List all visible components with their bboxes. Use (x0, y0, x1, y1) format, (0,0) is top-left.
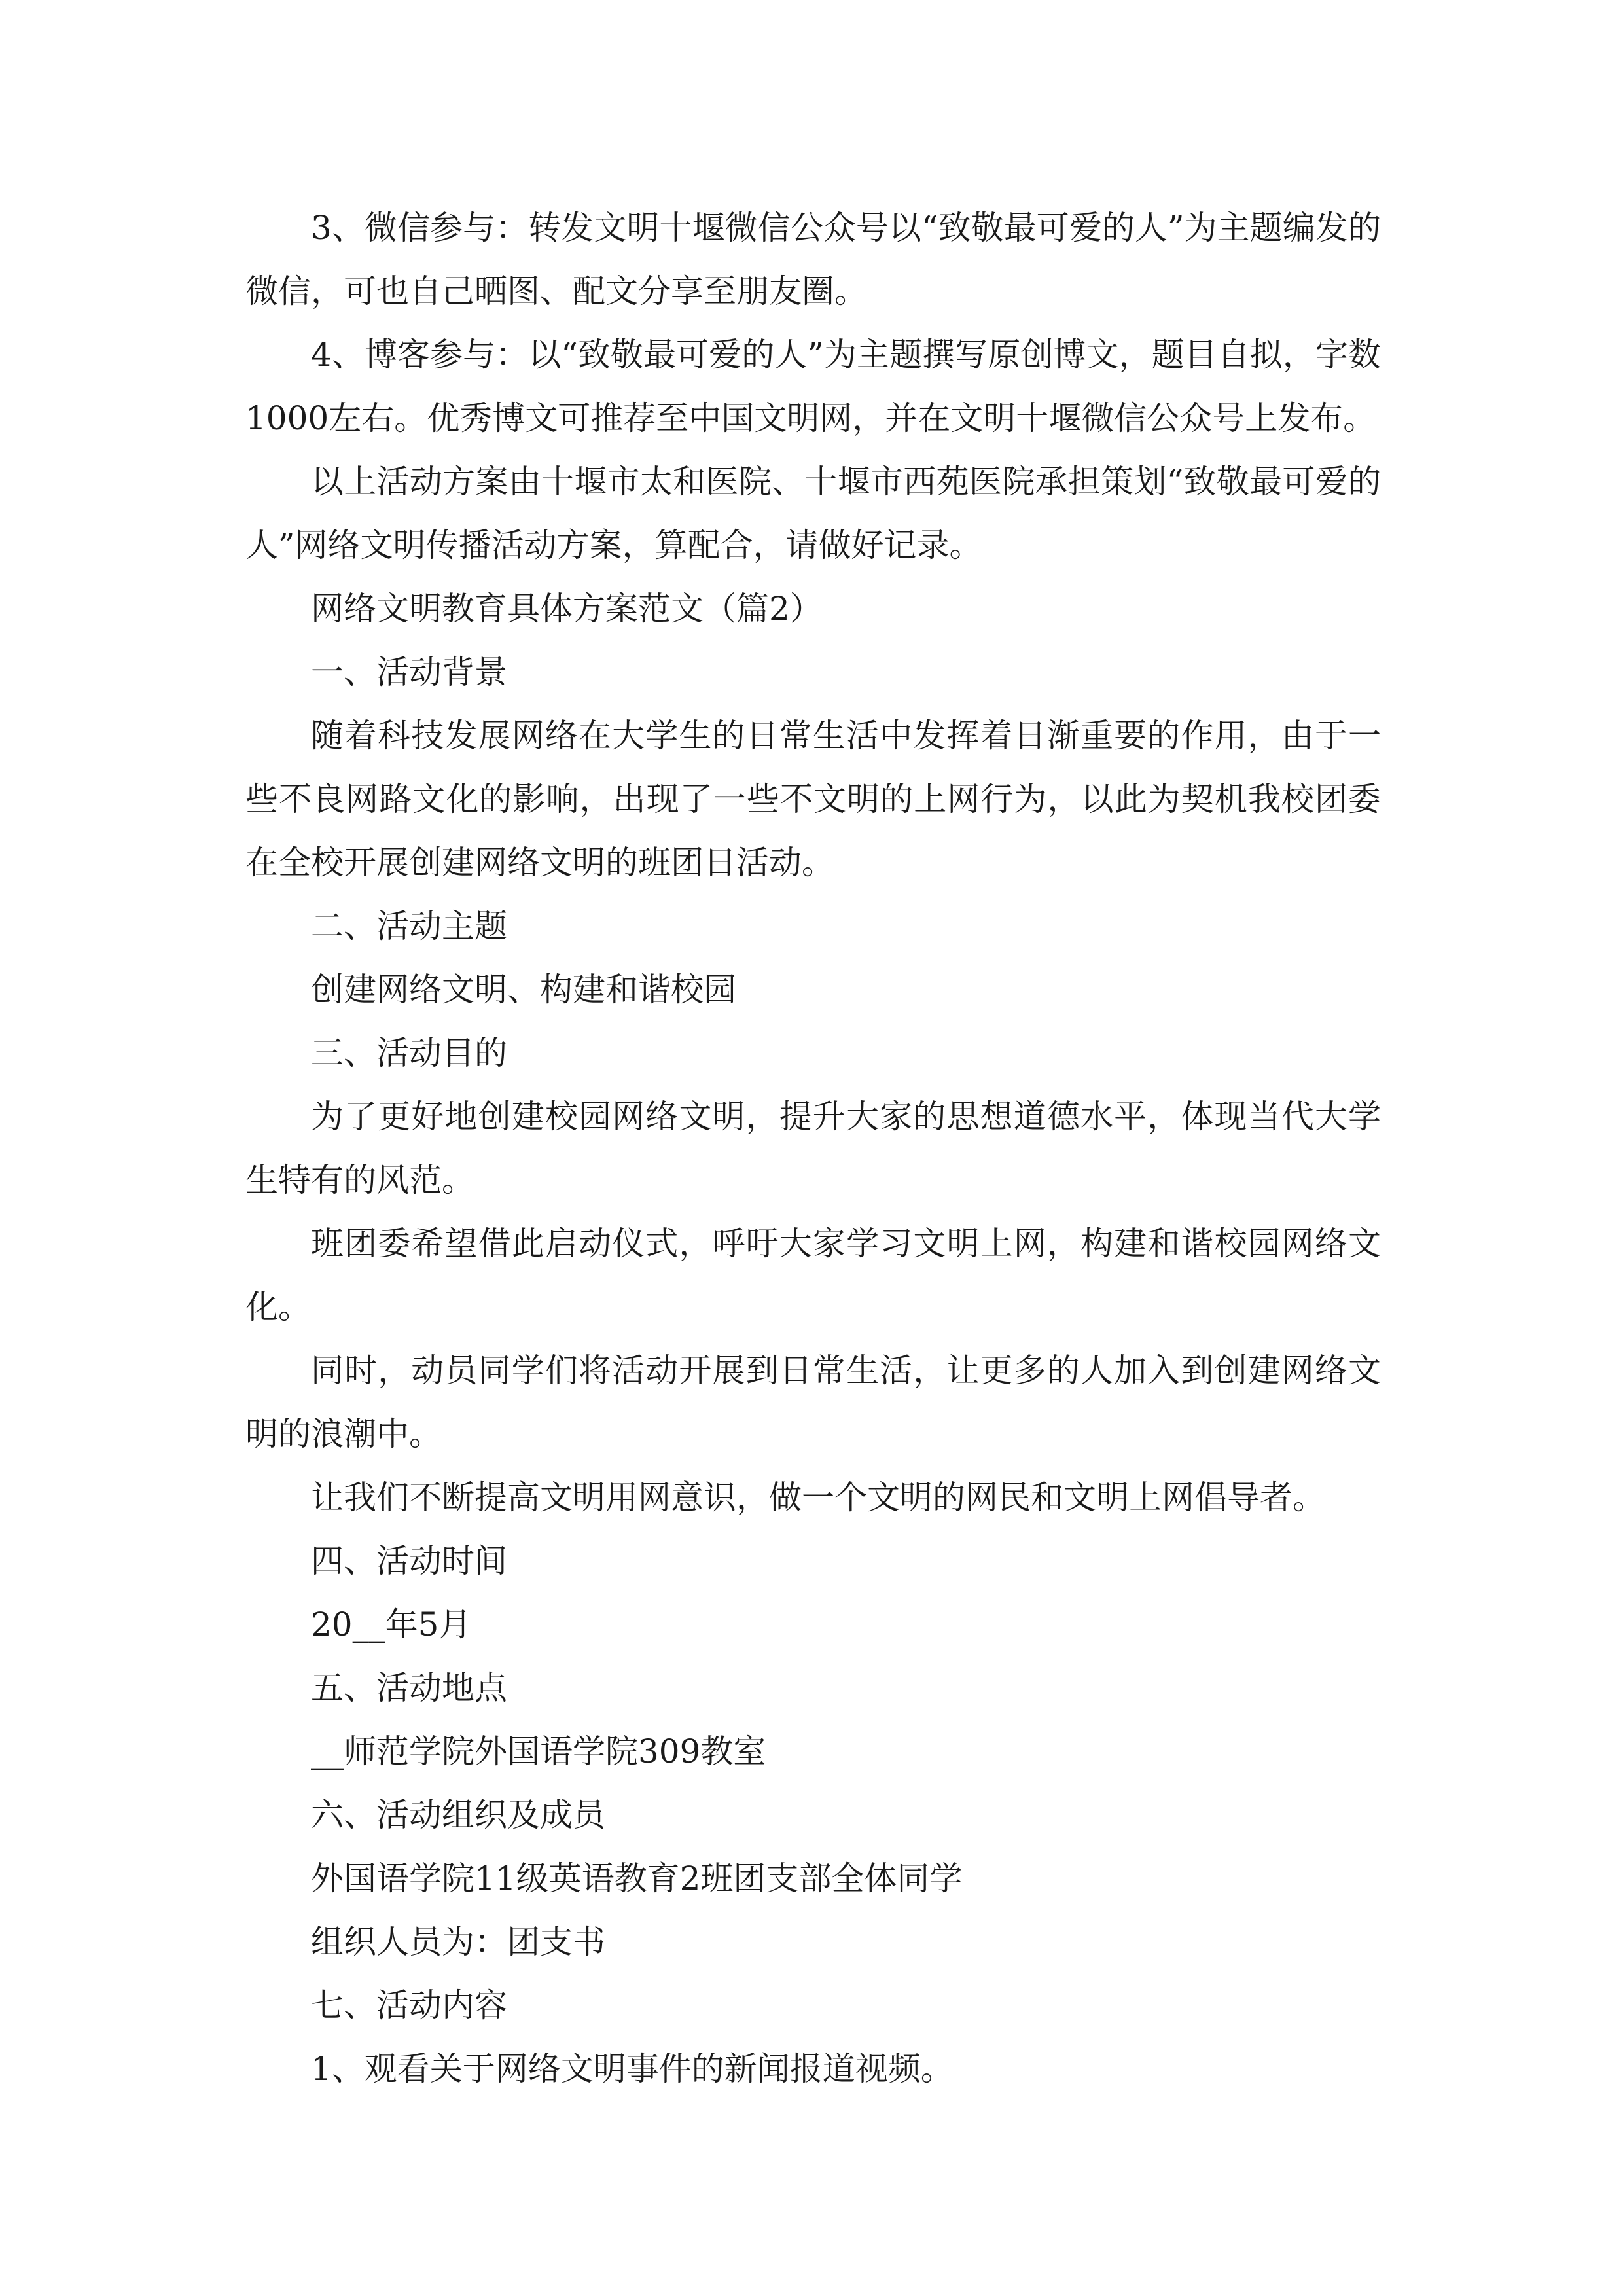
paragraph-time-value: 20__年5月 (311, 1605, 472, 1643)
paragraph-awareness: 让我们不断提高文明用网意识，做一个文明的网民和文明上网倡导者。 (311, 1479, 1325, 1516)
paragraph-organizer: 组织人员为：团支书 (311, 1923, 605, 1961)
heading-activity-time: 四、活动时间 (311, 1542, 507, 1580)
paragraph-committee-hope: 班团委希望借此启动仪式，呼吁大家学习文明上网，构建和谐校园网络文化。 (245, 1225, 1381, 1326)
heading-activity-background: 一、活动背景 (311, 653, 507, 691)
heading-activity-purpose: 三、活动目的 (311, 1034, 507, 1072)
paragraph-members: 外国语学院11级英语教育2班团支部全体同学 (311, 1859, 963, 1897)
paragraph-location-value: __师范学院外国语学院309教室 (311, 1732, 766, 1770)
paragraph-mobilize: 同时，动员同学们将活动开展到日常生活，让更多的人加入到创建网络文明的浪潮中。 (245, 1352, 1381, 1453)
section-title-plan-2: 网络文明教育具体方案范文（篇2） (311, 590, 823, 628)
paragraph-plan-note: 以上活动方案由十堰市太和医院、十堰市西苑医院承担策划“致敬最可爱的人”网络文明传播活动方案，算配合，请做好记录。 (245, 463, 1381, 564)
paragraph-theme-text: 创建网络文明、构建和谐校园 (311, 971, 736, 1009)
heading-activity-location: 五、活动地点 (311, 1669, 507, 1707)
heading-activity-organization: 六、活动组织及成员 (311, 1796, 605, 1834)
paragraph-blog-participation: 4、博客参与：以“致敬最可爱的人”为主题撰写原创博文，题目自拟，字数1000左右。优秀博文可推荐至中国文明网，并在文明十堰微信公众号上发布。 (245, 336, 1381, 437)
paragraph-content-item-1: 1、观看关于网络文明事件的新闻报道视频。 (311, 2050, 954, 2088)
heading-activity-content: 七、活动内容 (311, 1986, 507, 2024)
paragraph-background-text: 随着科技发展网络在大学生的日常生活中发挥着日渐重要的作用，由于一些不良网路文化的影响，出现了一些不文明的上网行为，以此为契机我校团委在全校开展创建网络文明的班团日活动。 (245, 717, 1381, 882)
document-body (245, 196, 1381, 2101)
paragraph-wechat-participation: 3、微信参与：转发文明十堰微信公众号以“致敬最可爱的人”为主题编发的微信，可也自己晒图、配文分享至朋友圈。 (245, 209, 1381, 310)
heading-activity-theme: 二、活动主题 (311, 907, 507, 945)
paragraph-purpose-text: 为了更好地创建校园网络文明，提升大家的思想道德水平，体现当代大学生特有的风范。 (245, 1098, 1381, 1199)
